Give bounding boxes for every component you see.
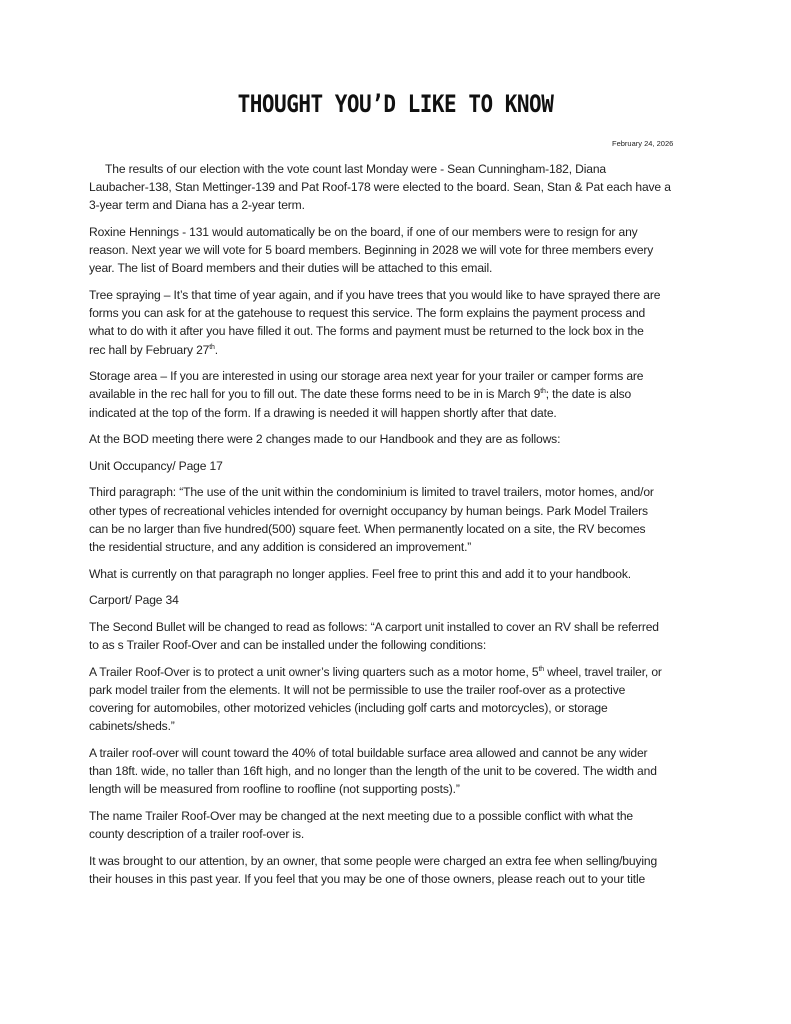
text-line: The results of our election with the vote count last Monday were - Sean Cunningham-182, Diana: [105, 162, 606, 176]
text-fragment: rec hall by February 27: [89, 342, 210, 357]
text-line: than 18ft. wide, no taller than 16ft high, and no longer than the length of the unit to be covered. The width and: [89, 763, 657, 778]
text-line: Storage area – If you are interested in using our storage area next year for your trailer or camper forms are: [89, 369, 644, 384]
text-fragment: ; the date is also: [545, 387, 632, 402]
paragraph-roof-over-limits: [89, 744, 729, 799]
text-line: [89, 663, 729, 681]
text-line: to as s Trailer Roof-Over and can be installed under the following conditions:: [89, 637, 487, 652]
text-line: Unit Occupancy/ Page 17: [89, 458, 223, 473]
paragraph-third-paragraph-change: [89, 483, 729, 556]
document-date: February 24, 2026: [612, 139, 674, 148]
text-line: Carport/ Page 34: [89, 593, 179, 608]
paragraph-election-results: [89, 160, 729, 215]
text-line: Laubacher-138, Stan Mettinger-139 and Pat Roof-178 were elected to the board. Sean, Stan & Pat each have a: [89, 180, 671, 195]
text-line: covering for automobiles, other motorized vehicles (including golf carts and motorcycles), or storage: [89, 700, 608, 715]
text-line: year. The list of Board members and their duties will be attached to this email.: [89, 261, 493, 276]
text-fragment: available in the rec hall for you to fill out. The date these forms need to be in is March 9: [89, 387, 541, 402]
text-line: cabinets/sheds.”: [89, 719, 175, 734]
text-line: can be no larger than five hundred(500) square feet. When permanently located on a site, the RV becomes: [89, 521, 646, 536]
text-line: Roxine Hennings - 131 would automatically be on the board, if one of our members were to resign for any: [89, 225, 638, 239]
text-line: park model trailer from the elements. It will not be permissible to use the trailer roof-over as a protective: [89, 682, 626, 697]
paragraph-extra-fee: [89, 852, 729, 888]
text-line: The name Trailer Roof-Over may be changed at the next meeting due to a possible conflict with what the: [89, 808, 634, 823]
text-line: other types of recreational vehicles intended for overnight occupancy by human beings. Park Model Trailers: [89, 503, 648, 518]
text-line: [89, 385, 729, 403]
text-line: Third paragraph: “The use of the unit within the condominium is limited to travel trailers, motor homes, and/or: [89, 485, 654, 500]
text-fragment: wheel, travel trailer, or: [544, 664, 662, 679]
text-line: What is currently on that paragraph no longer applies. Feel free to print this and add it to your handbook.: [89, 566, 631, 581]
document-body: [89, 160, 729, 896]
ordinal-suffix: th: [209, 343, 215, 351]
text-line: reason. Next year we will vote for 5 board members. Beginning in 2028 we will vote for three members every: [89, 243, 654, 258]
text-line: Tree spraying – It’s that time of year again, and if you have trees that you would like to have sprayed there are: [89, 288, 661, 302]
text-fragment: A Trailer Roof-Over is to protect a unit owner’s living quarters such as a motor home, 5: [89, 664, 539, 679]
paragraph-name-change: [89, 807, 729, 843]
paragraph-storage-area: [89, 367, 729, 422]
paragraph-alternate-member: [89, 223, 729, 278]
text-line: forms you can ask for at the gatehouse to request this service. The form explains the payment process and: [89, 306, 646, 321]
paragraph-tree-spraying: [89, 286, 729, 359]
text-line: It was brought to our attention, by an owner, that some people were charged an extra fee when selling/buying: [89, 853, 658, 868]
text-line: At the BOD meeting there were 2 changes made to our Handbook and they are as follows:: [89, 432, 561, 447]
text-line: A trailer roof-over will count toward the 40% of total buildable surface area allowed and cannot be any wider: [89, 745, 648, 760]
text-line: their houses in this past year. If you feel that you may be one of those owners, please reach out to your title: [89, 871, 646, 886]
text-line: county description of a trailer roof-over is.: [89, 826, 305, 841]
ordinal-suffix: th: [538, 665, 545, 673]
section-heading-unit-occupancy: [89, 457, 729, 475]
paragraph-roof-over-purpose: [89, 663, 729, 736]
text-line: indicated at the top of the form. If a drawing is needed it will happen shortly after that date.: [89, 405, 557, 420]
paragraph-second-bullet: [89, 618, 729, 654]
paragraph-bod-meeting: [89, 430, 729, 448]
text-line: the residential structure, and any addition is considered an improvement.”: [89, 540, 472, 554]
text-line: 3-year term and Diana has a 2-year term.: [89, 198, 305, 213]
text-fragment: .: [214, 342, 218, 357]
paragraph-no-longer-applies: [89, 565, 729, 583]
text-line: The Second Bullet will be changed to read as follows: “A carport unit installed to cover an RV shall be referred: [89, 619, 659, 634]
text-line: what to do with it after you have filled it out. The forms and payment must be returned to the lock box in the: [89, 324, 644, 339]
text-line: [89, 341, 729, 359]
document-title: THOUGHT YOU’D LIKE TO KNOW: [237, 90, 554, 118]
ordinal-suffix: th: [540, 388, 546, 396]
section-heading-carport: [89, 591, 729, 609]
text-line: length will be measured from roofline to roofline (not supporting posts).”: [89, 782, 460, 797]
